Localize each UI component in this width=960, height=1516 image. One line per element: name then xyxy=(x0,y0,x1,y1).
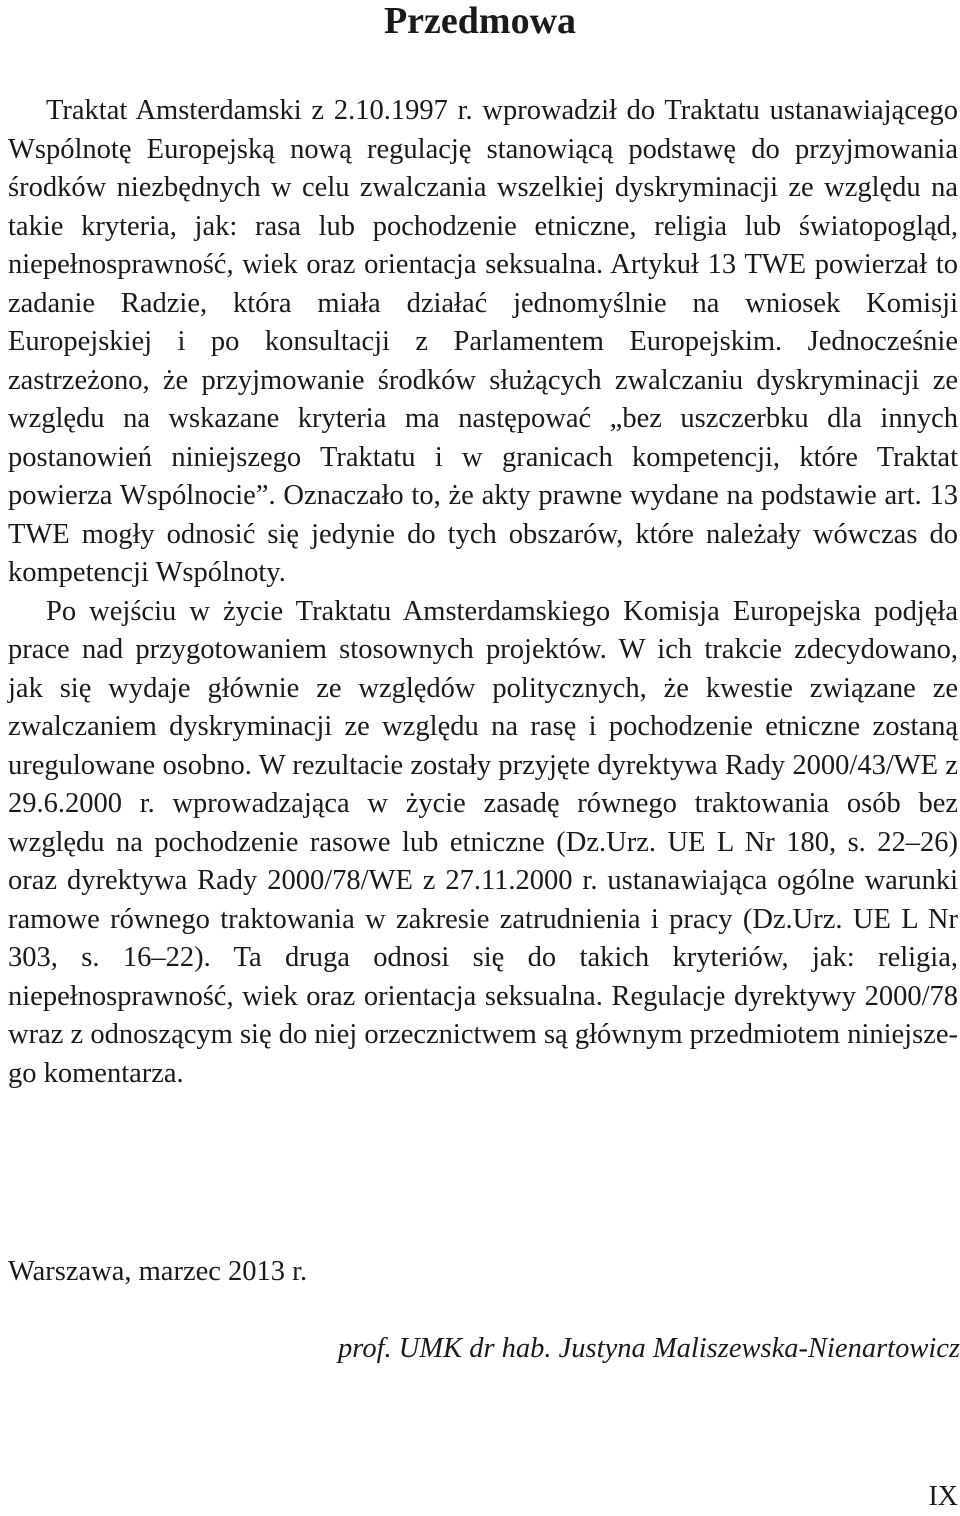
place-and-date: Warszawa, marzec 2013 r. xyxy=(8,1256,308,1287)
author-signature: prof. UMK dr hab. Justyna Maliszewska-Nienartowicz xyxy=(338,1333,960,1364)
page-number: IX xyxy=(928,1481,958,1512)
preface-body xyxy=(8,92,958,1093)
paragraph-2: Po wejściu w życie Traktatu Amsterdamskiego Komisja Europejska podjęła prace nad przygotowaniem stosownych projektów. W ich trakcie zdecydowano, jak się wydaje głównie ze względów politycznych, że kwestie związane ze zwalczaniem dyskryminacji ze względu na rasę i pochodzenie etniczne zostaną uregulowane osobno. W rezultacie zostały przyjęte dyrektywa Rady 2000/43/WE z 29.6.2000 r. wprowadzająca w życie zasadę równego traktowania osób bez względu na pochodzenie rasowe lub etniczne (Dz.Urz. UE L Nr 180, s. 22–26) oraz dyrektywa Rady 2000/78/​WE z 27.11.2000 r. ustanawiająca ogólne warunki ramowe równego traktowania w zakresie zatrudnienia i pracy (Dz.Urz. UE L Nr 303, s. 16–22). Ta druga odnosi się do takich kryteriów, jak: religia, niepełnosprawność, wiek oraz orientacja seksualna. Regulacje dyrektywy 2000/78 wraz z odnoszącym się do niej orzecznictwem są głównym przedmiotem niniejszego komentarza. xyxy=(8,595,958,1089)
paragraph-1: Traktat Amsterdamski z 2.10.1997 r. wprowadził do Traktatu ustanawiającego Wspólnotę Europejską nową regulację stanowiącą podstawę do przyjmowania środków niezbędnych w celu zwalczania wszelkiej dyskryminacji ze względu na takie kryteria, jak: rasa lub pochodzenie etniczne, religia lub światopogląd, niepełnosprawność, wiek oraz orientacja seksualna. Artykuł 13 TWE powierzał to zadanie Radzie, która miała działać jednomyślnie na wniosek Komisji Europejskiej i po konsultacji z Parlamentem Europejskim. Jednocześnie zastrzeżono, że przyjmowanie środków służących zwalczaniu dyskryminacji ze względu na wskazane kryteria ma następować „bez uszczerbku dla innych postanowień niniejszego Traktatu i w granicach kompetencji, które Traktat powierza Wspólnocie”. Oznaczało to, że akty prawne wydane na podstawie art. 13 TWE mogły odnosić się jedynie do tych obszarów, które należały wówczas do kompetencji Wspólnoty. xyxy=(8,95,958,588)
page-title: Przedmowa xyxy=(383,0,577,42)
